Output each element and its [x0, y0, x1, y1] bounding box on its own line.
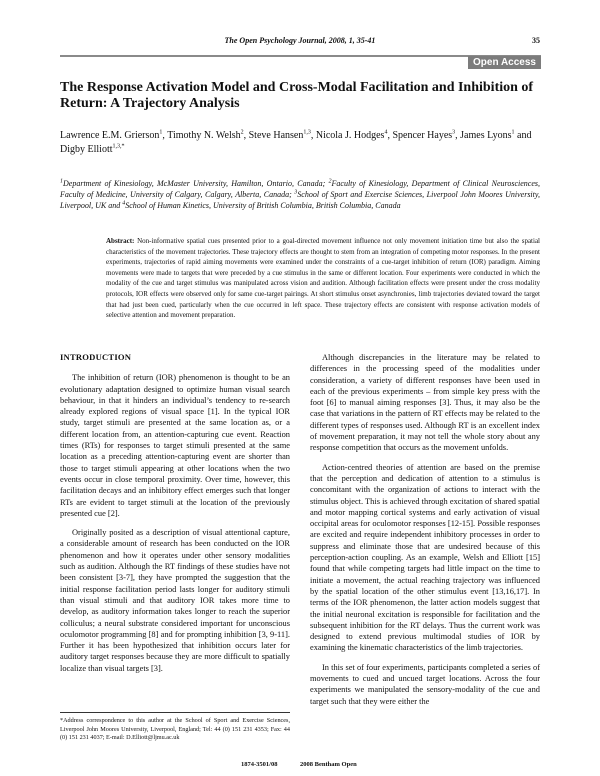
affiliations — [60, 178, 540, 211]
author-name: Nicola J. Hodges — [315, 130, 385, 141]
affiliation-number: 3 — [294, 189, 298, 196]
left-column — [60, 352, 290, 682]
body-paragraph: In this set of four experiments, participants completed a series of movements to cued and uncued target locations. Across the four experiments we manipulated the sensory-modality of the cue and target such that they were either the — [310, 662, 540, 706]
affiliation-text: Department of Kinesiology, McMaster University, Hamilton, Ontario, Canada; — [63, 179, 329, 188]
author-list — [60, 129, 540, 157]
author-affiliation-mark: 1 — [511, 129, 515, 136]
author-separator: , — [310, 130, 316, 141]
abstract-label: Abstract: — [106, 237, 135, 245]
author-name: Lawrence E.M. Grierson — [60, 130, 160, 141]
publisher-line: 2008 Bentham Open — [300, 761, 357, 768]
author-separator: , — [455, 130, 461, 141]
right-column — [310, 352, 540, 715]
affiliation-number: 1 — [60, 178, 63, 185]
abstract-text: Non-informative spatial cues presented prior to a goal-directed movement influence not only movement initiation time but also the spatial characteristics of the movement trajectories. These trajectory effects are thought to stem from an integration of competing motor responses. In the present experiments, trajectories of rapid aiming movements were examined under the constraints of a cue-target inhibition of return (IOR) paradigm. Aiming movements were made to targets that were preceded by a cue stimulus in the same or different location. Four experiments were conducted in which the modality of the cue and target stimulus was manipulated across vision and audition. Although facilitation effects were present under the cross modality protocols, IOR effects were observed only for same cue-target pairings. At short stimulus onset asynchronies, limb trajectories deviated toward the target that had just been cued, particularly when the cue occurred in left space. These trajectory effects are consistent with response activation models of selective attention and movement preparation. — [106, 237, 540, 320]
author-affiliation-mark: 4 — [384, 129, 388, 136]
running-header: The Open Psychology Journal, 2008, 1, 35-41 — [224, 36, 376, 45]
author-affiliation-mark: 1,3 — [303, 129, 311, 136]
body-paragraph: Although discrepancies in the literature may be related to differences in the processing speed of the modalities under consideration, a variety of different responses have been used in each of the previous experiments – from simple key press with the foot [6] to manual aiming responses [3]. Thus, it may also be the case that variations in the pattern of RT effects may be related to the different types of responses used. Although RT is an excellent index of movement preparation, it may not tell the whole story about any response competition that occurs as the movement unfolds. — [310, 353, 540, 453]
author-affiliation-mark: 1 — [159, 129, 163, 136]
correspondence-footnote: *Address correspondence to this author at the School of Sport and Exercise Sciences, Liverpool John Moores University, Liverpool, England; Tel: 44 (0) 151 231 4353; Fax: 44 (0) 151 231 4037; E-mail: D.Elliott@ljmu.ac.uk — [60, 712, 290, 743]
body-paragraph: Originally posited as a description of visual attentional capture, a considerable amount of research has been conducted on the IOR phenomenon and how it operates under other sensory modalities such as audition. Although the RT findings of these studies have not been consistent [3-7], they have prompted the suggestion that the initial response facilitation period lasts longer for auditory stimuli than visual stimuli and that auditory IOR takes more time to develop, as auditory information takes longer to reach the superior colliculus; a neural substrate considered important for unconscious oculomotor programming [8] and for prompting inhibition [3, 9-11]. Further it has been hypothesized that inhibition occurs later for auditory target responses because they are more difficult to spatially localize than visual targets [3]. — [60, 528, 290, 673]
article-title: The Response Activation Model and Cross-Modal Facilitation and Inhibition of Return: A Trajectory Analysis — [60, 80, 534, 111]
author-name: Steve Hansen — [248, 130, 304, 141]
author-name: Timothy N. Welsh — [167, 130, 241, 141]
author-name: James Lyons — [460, 130, 512, 141]
open-access-badge: Open Access — [468, 56, 541, 69]
open-access-banner — [60, 55, 541, 71]
affiliation-number: 4 — [122, 200, 126, 207]
author-affiliation-mark: 3 — [452, 129, 456, 136]
body-paragraph: Action-centred theories of attention are based on the premise that the perception and dedication of attention to a stimulus is concomitant with the organization of actions to interact with the stimulus object. This is achieved through excitation of shared spatial and motor mapping cortical systems and early activation of visual occipital areas for oculomotor responses [12-15]. Possible responses are excited and require independent inhibitory processes in order to suppress and eliminate those that are undesired because of this perception-action coupling. As an example, Welsh and Elliott [15] found that while competing targets had little impact on the time to initiate a movement, the actual reaching trajectory was influenced by the spatial location of the other stimulus event [13,16,17]. In terms of the IOR phenomenon, the latter action models suggest that the initial neuronal excitation is responsible for facilitation and the subsequent inhibition for the RT delays. Thus the current work was designed to extend previous multimodal studies of IOR by examining the kinematic characteristics of the limb trajectories. — [310, 462, 540, 653]
author-affiliation-mark: 2 — [240, 129, 244, 136]
author-name: Spencer Hayes — [392, 130, 453, 141]
author-separator: , — [162, 130, 168, 141]
author-affiliation-mark: 1,3,* — [112, 143, 125, 150]
affiliation-number: 2 — [328, 178, 332, 185]
affiliation-text: Faculty of Kinesiology, Department of Clinical Neurosciences, Faculty of Medicine, University of Calgary, Calgary, Alberta, Canada; — [60, 179, 540, 199]
introduction-heading: INTRODUCTION — [60, 352, 132, 362]
author-separator: and — [514, 130, 532, 141]
author-separator: , — [243, 130, 249, 141]
affiliation-text: School of Human Kinetics, University of British Columbia, British Columbia, Canada — [125, 201, 401, 210]
author-name: Digby Elliott — [60, 144, 113, 155]
abstract — [106, 236, 540, 321]
issn: 1874-3501/08 — [241, 761, 278, 768]
body-paragraph: The inhibition of return (IOR) phenomenon is thought to be an evolutionary adaptation designed to optimize human visual search behaviour, in that it hinders an individual’s tendency to re-search already explored regions of visual space [1]. In the typical IOR study, target stimuli are presented at the same location as, or a different location from, an attention-capturing cue event. Reaction times (RTs) for responses to target stimuli presented at the same location as a preceding attention-capturing event are shorter than those to target stimuli appearing at other locations when the two events occur in close temporal proximity. Over time, however, this facilitation decays and an inhibitory effect emerges such that longer RTs are evident to target stimuli at the location of the previously presented cue [2]. — [60, 373, 290, 518]
page-number: 35 — [532, 36, 540, 45]
author-separator: , — [387, 130, 393, 141]
affiliation-text: School of Sport and Exercise Sciences, Liverpool John Moores University, Liverpool, UK and — [60, 190, 540, 210]
